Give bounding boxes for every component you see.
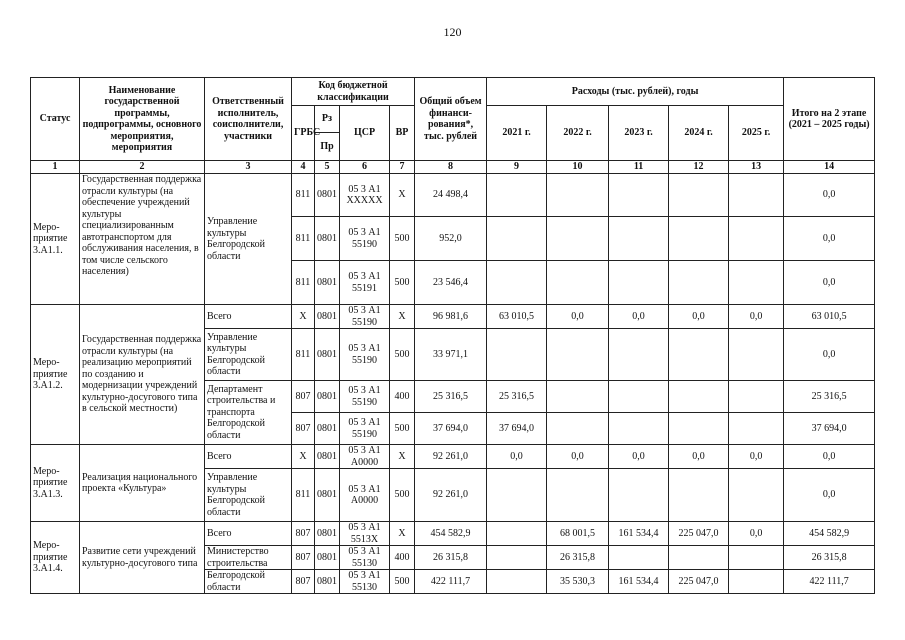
y2022-cell	[547, 329, 609, 381]
executor-cell: Управление культуры Белгородской области	[205, 469, 292, 522]
y2021-cell	[487, 522, 547, 546]
y2021-cell	[487, 570, 547, 594]
y2023-cell	[609, 174, 669, 217]
y2021-cell	[487, 329, 547, 381]
y2021-cell: 37 694,0	[487, 413, 547, 445]
header-2021: 2021 г.	[487, 106, 547, 161]
csr-cell: 05 3 А1 55190	[340, 305, 390, 329]
y2021-cell: 63 010,5	[487, 305, 547, 329]
header-2025: 2025 г.	[729, 106, 784, 161]
rzpr-cell: 0801	[315, 413, 340, 445]
col-number: 12	[669, 161, 729, 174]
grbs-cell: 811	[292, 469, 315, 522]
y2021-cell	[487, 469, 547, 522]
stage2-cell: 0,0	[784, 217, 875, 261]
y2024-cell: 0,0	[669, 445, 729, 469]
executor-cell: Белгородской области	[205, 570, 292, 594]
y2022-cell	[547, 381, 609, 413]
y2022-cell	[547, 174, 609, 217]
total-cell: 92 261,0	[415, 445, 487, 469]
col-number: 1	[31, 161, 80, 174]
status-cell: Меро-приятие 3.А1.2.	[31, 305, 80, 445]
y2024-cell	[669, 174, 729, 217]
y2024-cell	[669, 546, 729, 570]
y2022-cell: 0,0	[547, 305, 609, 329]
header-grbs: ГРБС	[292, 106, 315, 161]
executor-cell: Управление культуры Белгородской области	[205, 329, 292, 381]
csr-cell: 05 3 А1 55130	[340, 570, 390, 594]
header-2024: 2024 г.	[669, 106, 729, 161]
y2024-cell	[669, 381, 729, 413]
executor-cell: Управление культуры Белгородской области	[205, 174, 292, 305]
y2024-cell	[669, 469, 729, 522]
col-number: 7	[390, 161, 415, 174]
y2022-cell: 0,0	[547, 445, 609, 469]
total-cell: 33 971,1	[415, 329, 487, 381]
rzpr-cell: 0801	[315, 174, 340, 217]
table-row	[31, 174, 875, 217]
stage2-cell: 63 010,5	[784, 305, 875, 329]
header-vr: ВР	[390, 106, 415, 161]
total-cell: 25 316,5	[415, 381, 487, 413]
grbs-cell: 807	[292, 381, 315, 413]
header-total: Общий объем финанси-рования*, тыс. рублей	[415, 78, 487, 161]
grbs-cell: 811	[292, 261, 315, 305]
col-number: 5	[315, 161, 340, 174]
y2025-cell	[729, 174, 784, 217]
total-cell: 96 981,6	[415, 305, 487, 329]
header-executor: Ответственный исполнитель, соисполнители, участники	[205, 78, 292, 161]
y2024-cell: 225 047,0	[669, 570, 729, 594]
col-number: 14	[784, 161, 875, 174]
stage2-cell: 0,0	[784, 445, 875, 469]
grbs-cell: Х	[292, 445, 315, 469]
grbs-cell: 811	[292, 174, 315, 217]
status-cell: Меро-приятие 3.А1.4.	[31, 522, 80, 594]
status-cell: Меро-приятие 3.А1.3.	[31, 445, 80, 522]
grbs-cell: 807	[292, 522, 315, 546]
rzpr-cell: 0801	[315, 329, 340, 381]
column-numbers-row	[31, 161, 875, 174]
grbs-cell: Х	[292, 305, 315, 329]
y2025-cell	[729, 261, 784, 305]
stage2-cell: 0,0	[784, 329, 875, 381]
rzpr-cell: 0801	[315, 469, 340, 522]
y2023-cell	[609, 413, 669, 445]
rzpr-cell: 0801	[315, 445, 340, 469]
rzpr-cell: 0801	[315, 522, 340, 546]
vr-cell: 500	[390, 329, 415, 381]
vr-cell: Х	[390, 445, 415, 469]
col-number: 8	[415, 161, 487, 174]
stage2-cell: 454 582,9	[784, 522, 875, 546]
table-row	[31, 522, 875, 546]
stage2-cell: 26 315,8	[784, 546, 875, 570]
rzpr-cell: 0801	[315, 217, 340, 261]
stage2-cell: 422 111,7	[784, 570, 875, 594]
y2025-cell	[729, 329, 784, 381]
y2023-cell	[609, 217, 669, 261]
executor-cell: Департамент строительства и транспорта Белгородской области	[205, 381, 292, 445]
csr-cell: 05 3 А1 55190	[340, 413, 390, 445]
y2021-cell: 25 316,5	[487, 381, 547, 413]
csr-cell: 05 3 А1 55190	[340, 381, 390, 413]
total-cell: 422 111,7	[415, 570, 487, 594]
y2022-cell	[547, 469, 609, 522]
total-cell: 26 315,8	[415, 546, 487, 570]
total-cell: 454 582,9	[415, 522, 487, 546]
budget-table	[30, 77, 875, 594]
y2023-cell	[609, 261, 669, 305]
vr-cell: 500	[390, 217, 415, 261]
y2023-cell	[609, 469, 669, 522]
y2021-cell	[487, 261, 547, 305]
y2025-cell	[729, 570, 784, 594]
y2023-cell	[609, 329, 669, 381]
y2025-cell: 0,0	[729, 445, 784, 469]
rzpr-cell: 0801	[315, 546, 340, 570]
vr-cell: 400	[390, 381, 415, 413]
col-number: 4	[292, 161, 315, 174]
grbs-cell: 811	[292, 329, 315, 381]
activity-name: Развитие сети учреждений культурно-досугового типа	[80, 522, 205, 594]
y2025-cell	[729, 413, 784, 445]
y2025-cell	[729, 546, 784, 570]
grbs-cell: 807	[292, 546, 315, 570]
csr-cell: 05 3 А1 55190	[340, 217, 390, 261]
csr-cell: 05 3 А1 А0000	[340, 469, 390, 522]
total-cell: 24 498,4	[415, 174, 487, 217]
header-name: Наименование государственной программы, подпрограммы, основного мероприятия, мероприятия	[80, 78, 205, 161]
vr-cell: 500	[390, 469, 415, 522]
y2022-cell: 26 315,8	[547, 546, 609, 570]
stage2-cell: 0,0	[784, 261, 875, 305]
y2025-cell: 0,0	[729, 305, 784, 329]
csr-cell: 05 3 А1 55130	[340, 546, 390, 570]
y2024-cell: 0,0	[669, 305, 729, 329]
header-expenses: Расходы (тыс. рублей), годы	[487, 78, 784, 106]
vr-cell: 500	[390, 570, 415, 594]
status-cell: Меро-приятие 3.А1.1.	[31, 174, 80, 305]
header-csr: ЦСР	[340, 106, 390, 161]
activity-name: Реализация национального проекта «Культура»	[80, 445, 205, 522]
y2024-cell	[669, 261, 729, 305]
rzpr-cell: 0801	[315, 570, 340, 594]
y2023-cell: 161 534,4	[609, 522, 669, 546]
y2025-cell	[729, 381, 784, 413]
col-number: 6	[340, 161, 390, 174]
y2024-cell	[669, 413, 729, 445]
vr-cell: Х	[390, 305, 415, 329]
y2025-cell	[729, 217, 784, 261]
y2023-cell: 0,0	[609, 305, 669, 329]
col-number: 13	[729, 161, 784, 174]
total-cell: 92 261,0	[415, 469, 487, 522]
csr-cell: 05 3 А1 55190	[340, 329, 390, 381]
col-number: 2	[80, 161, 205, 174]
executor-cell: Всего	[205, 445, 292, 469]
grbs-cell: 807	[292, 413, 315, 445]
csr-cell: 05 3 А1 5513Х	[340, 522, 390, 546]
y2022-cell	[547, 217, 609, 261]
rzpr-cell: 0801	[315, 261, 340, 305]
y2025-cell: 0,0	[729, 522, 784, 546]
y2022-cell	[547, 261, 609, 305]
executor-cell: Всего	[205, 522, 292, 546]
vr-cell: Х	[390, 174, 415, 217]
table-row	[31, 305, 875, 329]
rzpr-cell: 0801	[315, 305, 340, 329]
activity-name: Государственная поддержка отрасли культуры (на обеспечение учреждений культуры специализированным автотранспортом для обслуживания населения, в том числе сельского населения)	[80, 174, 205, 305]
col-number: 9	[487, 161, 547, 174]
header-rz: Рз	[315, 106, 340, 133]
stage2-cell: 0,0	[784, 469, 875, 522]
y2024-cell	[669, 217, 729, 261]
rzpr-cell: 0801	[315, 381, 340, 413]
header-budget-code: Код бюджетной классификации	[292, 78, 415, 106]
total-cell: 37 694,0	[415, 413, 487, 445]
executor-cell: Всего	[205, 305, 292, 329]
page-number: 120	[443, 25, 462, 39]
y2024-cell: 225 047,0	[669, 522, 729, 546]
grbs-cell: 807	[292, 570, 315, 594]
header-status: Статус	[31, 78, 80, 161]
y2021-cell: 0,0	[487, 445, 547, 469]
grbs-cell: 811	[292, 217, 315, 261]
header-2022: 2022 г.	[547, 106, 609, 161]
vr-cell: 400	[390, 546, 415, 570]
col-number: 3	[205, 161, 292, 174]
header-2023: 2023 г.	[609, 106, 669, 161]
y2024-cell	[669, 329, 729, 381]
y2021-cell	[487, 546, 547, 570]
y2023-cell	[609, 546, 669, 570]
total-cell: 23 546,4	[415, 261, 487, 305]
stage2-cell: 25 316,5	[784, 381, 875, 413]
y2021-cell	[487, 217, 547, 261]
y2023-cell	[609, 381, 669, 413]
vr-cell: 500	[390, 261, 415, 305]
y2022-cell: 68 001,5	[547, 522, 609, 546]
executor-cell: Министерство строительства	[205, 546, 292, 570]
header-stage2: Итого на 2 этапе (2021 – 2025 годы)	[784, 78, 875, 161]
y2021-cell	[487, 174, 547, 217]
y2023-cell: 161 534,4	[609, 570, 669, 594]
y2023-cell: 0,0	[609, 445, 669, 469]
activity-name: Государственная поддержка отрасли культуры (на реализацию мероприятий по созданию и модернизации учреждений культурно-досугового типа в сельской местности)	[80, 305, 205, 445]
col-number: 11	[609, 161, 669, 174]
y2025-cell	[729, 469, 784, 522]
col-number: 10	[547, 161, 609, 174]
y2022-cell	[547, 413, 609, 445]
vr-cell: Х	[390, 522, 415, 546]
stage2-cell: 37 694,0	[784, 413, 875, 445]
csr-cell: 05 3 А1 ХХХХХ	[340, 174, 390, 217]
y2022-cell: 35 530,3	[547, 570, 609, 594]
vr-cell: 500	[390, 413, 415, 445]
table-row	[31, 445, 875, 469]
header-pr: Пр	[315, 133, 340, 161]
stage2-cell: 0,0	[784, 174, 875, 217]
total-cell: 952,0	[415, 217, 487, 261]
csr-cell: 05 3 А1 А0000	[340, 445, 390, 469]
csr-cell: 05 3 А1 55191	[340, 261, 390, 305]
